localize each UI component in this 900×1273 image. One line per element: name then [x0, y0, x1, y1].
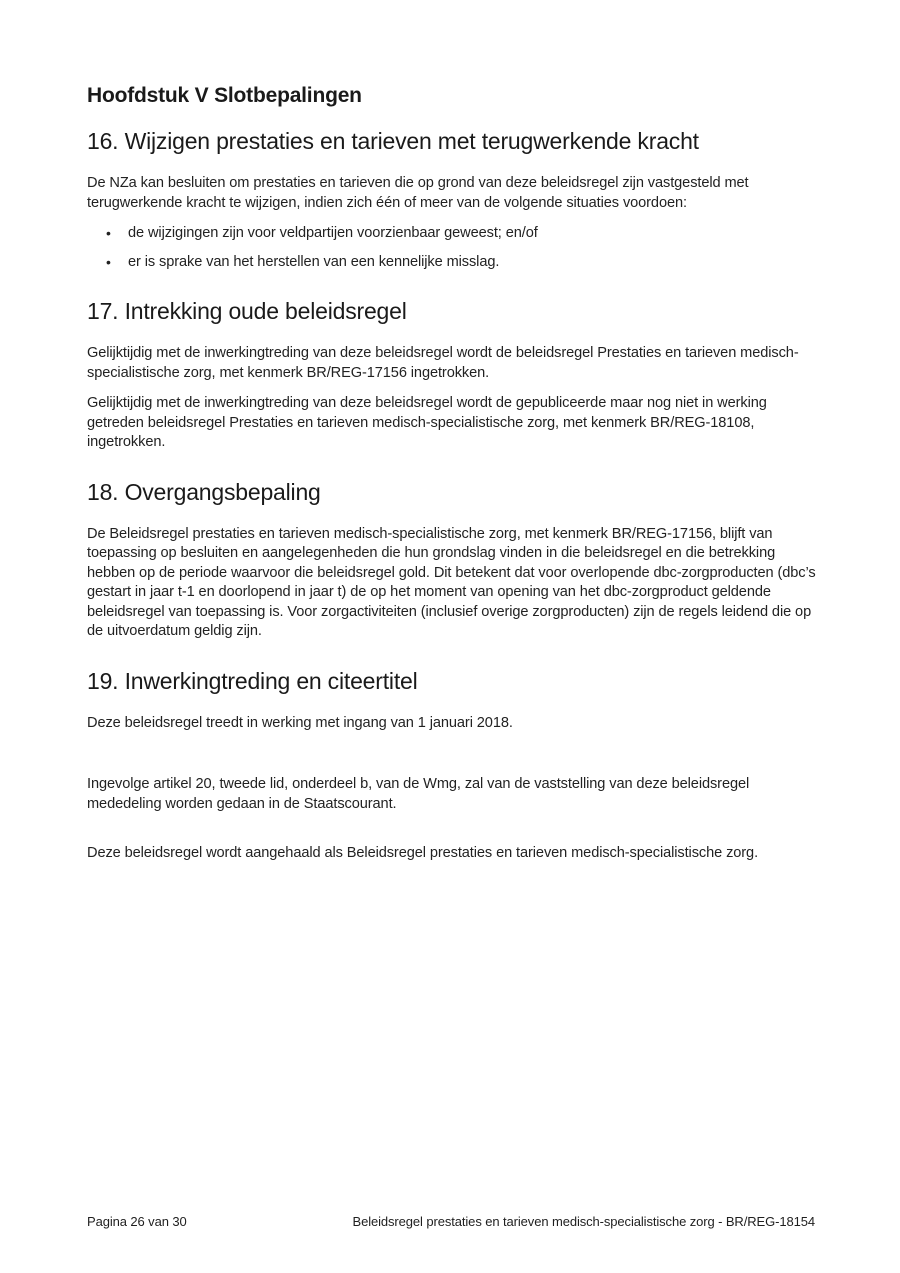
list-item — [87, 224, 824, 244]
footer-page-number: Pagina 26 van 30 — [87, 1214, 187, 1229]
bullet-text: er is sprake van het herstellen van een kennelijke misslag. — [128, 253, 500, 270]
section-16-intro: De NZa kan besluiten om prestaties en tarieven die op grond van deze beleidsregel zijn vastgesteld met terugwerkende kracht te wijzigen, indien zich één of meer van de volgende situaties voordoen: — [87, 175, 749, 211]
chapter-title: Hoofdstuk V Slotbepalingen — [87, 84, 362, 107]
page-content — [87, 84, 824, 875]
footer-document-reference: Beleidsregel prestaties en tarieven medisch-specialistische zorg - BR/REG-18154 — [352, 1214, 815, 1229]
section-17-paragraph-2: Gelijktijdig met de inwerkingtreding van deze beleidsregel wordt de gepubliceerde maar nog niet in werking getreden beleidsregel Prestaties en tarieven medisch-specialistische zorg, met kenmerk BR/REG-18108, ingetrokken. — [87, 395, 767, 450]
section-19-heading: 19. Inwerkingtreding en citeertitel — [87, 667, 418, 694]
section-16-heading: 16. Wijzigen prestaties en tarieven met terugwerkende kracht — [87, 128, 699, 154]
section-19-paragraph-2: Ingevolge artikel 20, tweede lid, onderdeel b, van de Wmg, zal van de vaststelling van deze beleidsregel mededeling worden gedaan in de Staatscourant. — [87, 776, 750, 812]
bullet-text: de wijzigingen zijn voor veldpartijen voorzienbaar geweest; en/of — [128, 225, 538, 241]
section-18-paragraph-1: De Beleidsregel prestaties en tarieven medisch-specialistische zorg, met kenmerk BR/REG-17156, blijft van toepassing op besluiten en aangelegenheden die hun grondslag vinden in die beleidsregel en die betrekking hebben op de periode waarvoor die beleidsregel gold. Dit betekent dat voor overlopende dbc-zorgproducten (dbc’s gestart in jaar t-1 en doorlopend in jaar t) de op het moment van opening van het dbc-zorgproduct geldende beleidsregel van toepassing is. Voor zorgactiviteiten (inclusief overige zorgproducten) zijn de regels leidend die op de uitvoerdatum geldig zijn. — [87, 525, 816, 639]
page-footer — [87, 1214, 815, 1229]
section-18-heading: 18. Overgangsbepaling — [87, 478, 321, 505]
section-17-heading: 17. Intrekking oude beleidsregel — [87, 298, 407, 324]
bullet-icon: • — [106, 225, 111, 241]
section-19-paragraph-1: Deze beleidsregel treedt in werking met ingang van 1 januari 2018. — [87, 714, 513, 731]
section-17-paragraph-1: Gelijktijdig met de inwerkingtreding van deze beleidsregel wordt de beleidsregel Prestaties en tarieven medisch-specialistische zorg, met kenmerk BR/REG-17156 ingetrokken. — [87, 345, 799, 381]
section-16-bullet-list — [87, 224, 824, 272]
bullet-icon: • — [106, 253, 111, 270]
list-item — [87, 253, 824, 273]
section-19-paragraph-3: Deze beleidsregel wordt aangehaald als Beleidsregel prestaties en tarieven medisch-specialistische zorg. — [87, 845, 759, 861]
